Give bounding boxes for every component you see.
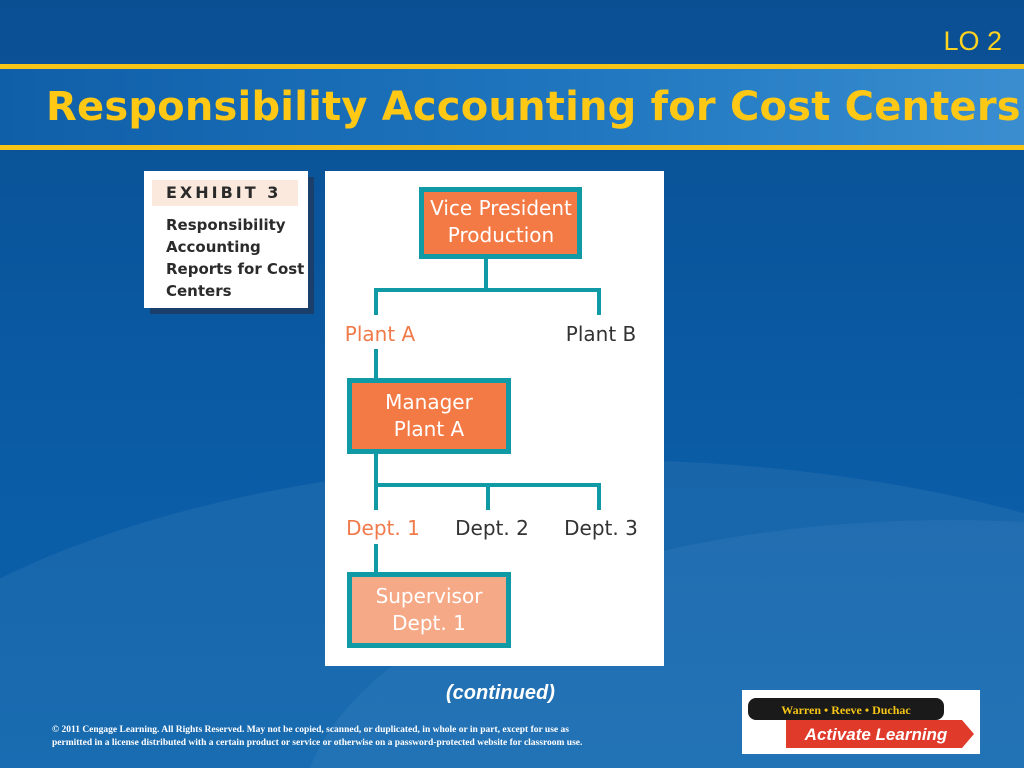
- exhibit-caption-line: Responsibility: [166, 216, 286, 234]
- plant-a-label: Plant A: [344, 322, 416, 346]
- exhibit-caption-line: Reports for Cost: [166, 260, 305, 278]
- supervisor-box-line1: Supervisor: [375, 584, 483, 608]
- dept-1-label: Dept. 1: [346, 516, 420, 540]
- exhibit-label: [152, 180, 298, 206]
- exhibit-caption-line: Centers: [166, 282, 232, 300]
- learning-objective-label: LO 2: [943, 26, 1002, 56]
- manager-box-line2: Plant A: [393, 417, 465, 441]
- dept-2-label: Dept. 2: [455, 516, 529, 540]
- plant-b-label: Plant B: [565, 322, 637, 346]
- slide-title: Responsibility Accounting for Cost Centers: [46, 84, 1021, 130]
- vp-box-line1: Vice President: [430, 196, 572, 220]
- org-chart-svg: [325, 171, 664, 666]
- logo-authors: Warren • Reeve • Duchac: [781, 703, 911, 717]
- exhibit-caption-line: Accounting: [166, 238, 261, 256]
- org-chart: [325, 171, 664, 666]
- supervisor-box-line2: Dept. 1: [392, 611, 466, 635]
- publisher-logo: [742, 690, 980, 754]
- logo-tagline: Activate Learning: [804, 725, 948, 744]
- exhibit-number: EXHIBIT 3: [166, 183, 282, 202]
- manager-box-line1: Manager: [385, 390, 473, 414]
- exhibit-caption: [166, 214, 306, 302]
- publisher-logo-svg: [742, 690, 980, 754]
- copyright-line: permitted in a license distributed with a certain product or service or otherwise on a password-protected website for classroom use.: [52, 738, 583, 748]
- continued-note: (continued): [446, 682, 555, 704]
- copyright-line: © 2011 Cengage Learning. All Rights Reserved. May not be copied, scanned, or duplicated, in whole or in part, except for use as: [52, 725, 569, 735]
- copyright-notice: [52, 724, 712, 750]
- vp-box-line2: Production: [447, 223, 555, 247]
- dept-3-label: Dept. 3: [564, 516, 638, 540]
